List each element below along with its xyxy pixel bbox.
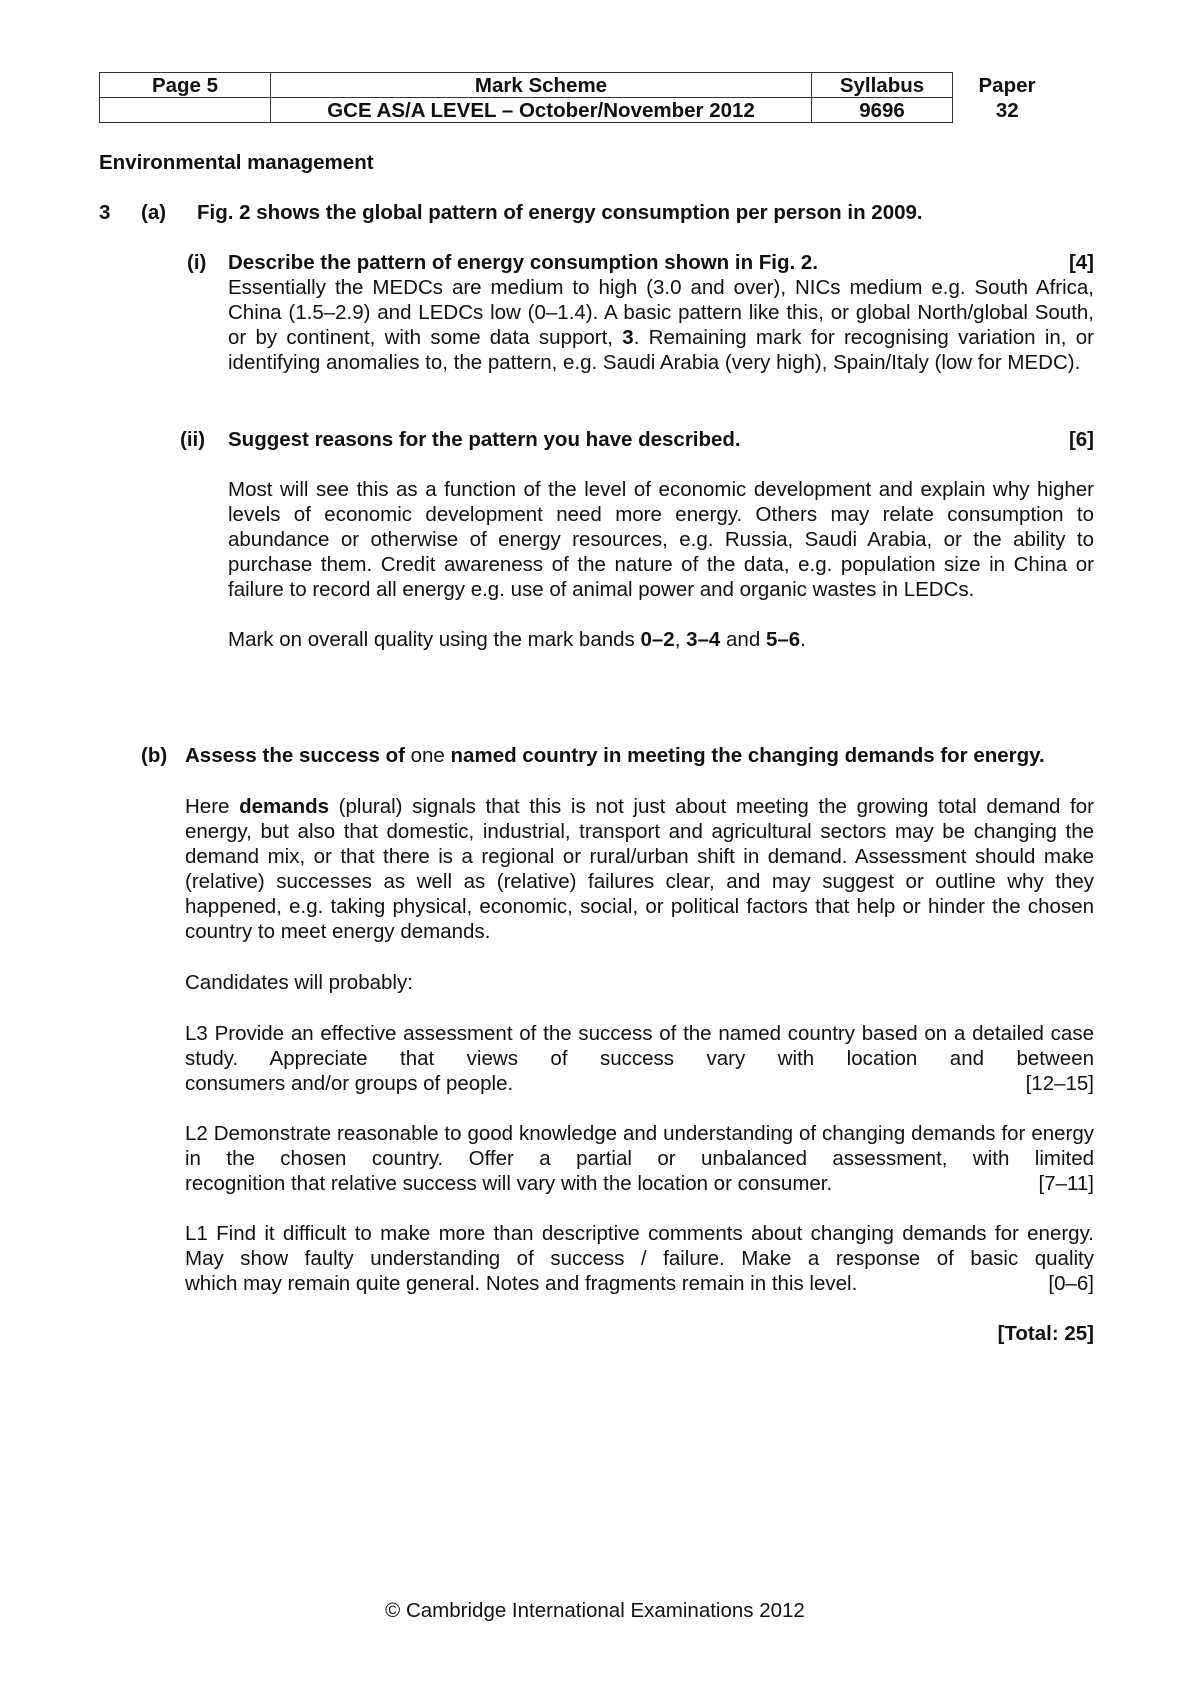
part-a-ii-mark-bands: [228, 627, 1094, 652]
syllabus-label: Syllabus: [812, 73, 953, 98]
part-a-ii-block: [228, 427, 1094, 652]
document-type: Mark Scheme: [271, 73, 812, 98]
level-2-text: L2 Demonstrate reasonable to good knowledge and understanding of changing demands for energy in the chosen country. Offer a partial or unbalanced assessment, with limited: [185, 1122, 1094, 1170]
part-a-ii-label: (ii): [180, 428, 206, 451]
part-b-question-text: Assess the success of: [185, 744, 411, 767]
level-3-last-line: consumers and/or groups of people.: [185, 1072, 514, 1095]
level-1-last-row: [185, 1271, 1094, 1296]
level-3-text: L3 Provide an effective assessment of the success of the named country based on a detailed case study. Appreciate that views of success vary with location and between: [185, 1022, 1094, 1070]
level-descriptor: [185, 1221, 1094, 1296]
part-b-guidance-text: Here: [185, 795, 240, 818]
part-a-i-block: [228, 250, 1094, 375]
part-a-label: (a): [141, 201, 167, 224]
header-table: [99, 72, 1062, 123]
paper-label: Paper: [978, 73, 1036, 97]
part-a-i-answer-text-2: . Remaining mark for recognising variation in, or identifying anomalies to, the pattern, e.g. Saudi Arabia (very high), Spain/Italy (low for MEDC).: [228, 326, 1095, 374]
page-number: Page 5: [100, 73, 271, 98]
part-a-i-label: (i): [187, 251, 207, 274]
level-2-marks: [7–11]: [1038, 1172, 1094, 1195]
total-marks: [Total: 25]: [997, 1322, 1094, 1345]
part-a-i-answer-text: Essentially the MEDCs are medium to high (3.0 and over), NICs medium e.g. South Africa, China (1.5–2.9) and LEDCs low (0–1.4). A basic pattern like this, or global North/global South, or by continent, with some data support,: [228, 276, 1094, 349]
part-a-ii-marks: [6]: [1068, 428, 1094, 451]
part-b-guidance-bold: demands: [239, 795, 330, 818]
mark-bands-text: Mark on overall quality using the mark bands: [228, 628, 641, 651]
part-a-stem: Fig. 2 shows the global pattern of energy consumption per person in 2009.: [197, 201, 923, 224]
part-b-question-text-2: named country in meeting the changing demands for energy.: [444, 744, 1045, 767]
part-a-i-answer: [228, 275, 1094, 375]
level-descriptor: [185, 1021, 1094, 1096]
level-3-last-row: [185, 1071, 1094, 1096]
part-b-question: [185, 743, 1115, 768]
part-a-i-answer-mark: 3: [622, 326, 634, 349]
mark-band-3: 5–6: [765, 628, 801, 651]
mark-band-separator: and: [720, 628, 766, 651]
part-a-i-question-row: [228, 250, 1094, 275]
mark-band-2: 3–4: [686, 628, 721, 651]
section-title: Environmental management: [99, 151, 374, 174]
syllabus-code: 9696: [812, 98, 953, 123]
qualification: GCE AS/A LEVEL – October/November 2012: [271, 98, 812, 123]
mark-bands-end: .: [800, 628, 806, 651]
level-1-marks: [0–6]: [1048, 1272, 1094, 1295]
level-3-marks: [12–15]: [1025, 1072, 1094, 1095]
level-1-text: L1 Find it difficult to make more than descriptive comments about changing demands for energy. May show faulty understanding of success / failure. Make a response of basic quality: [185, 1222, 1094, 1270]
part-a-ii-question: Suggest reasons for the pattern you have described.: [228, 428, 741, 451]
level-2-last-line: recognition that relative success will vary with the location or consumer.: [185, 1172, 833, 1195]
level-1-last-line: which may remain quite general. Notes and fragments remain in this level.: [185, 1272, 858, 1295]
paper-number: 32: [995, 98, 1019, 122]
part-b-intro: Candidates will probably:: [185, 971, 413, 994]
level-descriptor: [185, 1121, 1094, 1196]
question-number: 3: [99, 201, 111, 224]
part-a-ii-question-row: [228, 427, 1094, 452]
copyright-footer: © Cambridge International Examinations 2012: [385, 1599, 805, 1622]
mark-band-1: 0–2: [640, 628, 675, 651]
header-empty-cell: [100, 98, 271, 123]
part-b-guidance: [185, 794, 1094, 944]
part-b-question-one: one: [410, 744, 445, 767]
part-a-ii-answer: Most will see this as a function of the level of economic development and explain why higher levels of economic development need more energy. Others may relate consumption to abundance or otherwise of energy resources, e.g. Russia, Saudi Arabia, or the ability to purchase them. Credit awareness of the nature of the data, e.g. population size in China or failure to record all energy e.g. use of animal power and organic wastes in LEDCs.: [228, 478, 1094, 601]
part-a-i-marks: [4]: [1068, 251, 1094, 274]
mark-band-separator: ,: [674, 628, 687, 651]
part-b-label: (b): [141, 744, 168, 767]
part-a-i-question: Describe the pattern of energy consumption shown in Fig. 2.: [228, 251, 819, 274]
level-2-last-row: [185, 1171, 1094, 1196]
part-b-guidance-text-2: (plural) signals that this is not just about meeting the growing total demand for energy, but also that domestic, industrial, transport and agricultural sectors may be changing the demand mix, or that there is a regional or rural/urban shift in demand. Assessment should make (relative) successes as well as (relative) failures clear, and may suggest or outline why they happened, e.g. taking physical, economic, social, or political factors that help or hinder the chosen country to meet energy demands.: [185, 795, 1094, 943]
part-b-block: [185, 794, 1094, 1346]
